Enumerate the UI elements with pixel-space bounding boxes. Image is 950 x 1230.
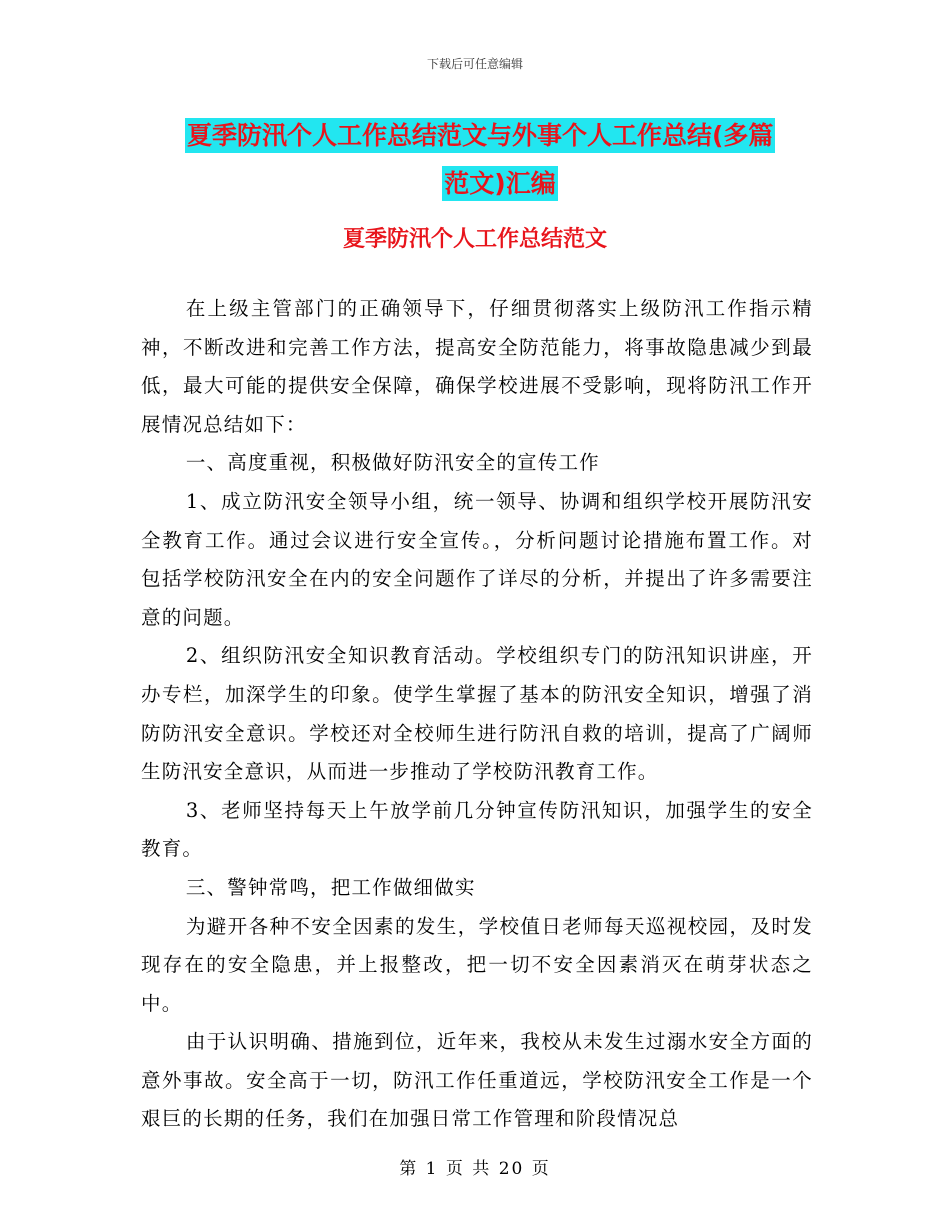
paragraph: 3、老师坚持每天上午放学前几分钟宣传防汛知识，加强学生的安全教育。 <box>141 798 813 861</box>
document-title-line-1: 夏季防汛个人工作总结范文与外事个人工作总结(多篇 <box>185 118 775 153</box>
paragraph: 为避开各种不安全因素的发生，学校值日老师每天巡视校园，及时发现存在的安全隐患，并上报整改，把一切不安全因素消灭在萌芽状态之中。 <box>141 914 813 1015</box>
page-header-note: 下载后可任意编辑 <box>426 57 523 71</box>
document-title-line-2: 范文)汇编 <box>442 166 557 201</box>
paragraph: 2、组织防汛安全知识教育活动。学校组织专门的防汛知识讲座，开办专栏，加深学生的印象。使学生掌握了基本的防汛安全知识，增强了消防防汛安全意识。学校还对全校师生进行防汛自救的培训，提高了广阔师生防汛安全意识，从而进一步推动了学校防汛教育工作。 <box>141 644 813 784</box>
document-body <box>141 290 813 1139</box>
paragraph-heading: 一、高度重视，积极做好防汛安全的宣传工作 <box>185 451 600 475</box>
paragraph: 由于认识明确、措施到位，近年来，我校从未发生过溺水安全方面的意外事故。安全高于一切，防汛工作任重道远，学校防汛安全工作是一个艰巨的长期的任务，我们在加强日常工作管理和阶段情况总 <box>141 1030 813 1131</box>
page-footer: 第 1 页 共 20 页 <box>399 1159 551 1179</box>
section-title: 夏季防汛个人工作总结范文 <box>342 227 607 252</box>
paragraph: 在上级主管部门的正确领导下，仔细贯彻落实上级防汛工作指示精神，不断改进和完善工作方法，提高安全防范能力，将事故隐患减少到最低，最大可能的提供安全保障，确保学校进展不受影响，现将防汛工作开展情况总结如下： <box>141 297 813 436</box>
document-title <box>185 112 815 208</box>
paragraph: 1、成立防汛安全领导小组，统一领导、协调和组织学校开展防汛安全教育工作。通过会议进行安全宣传。，分析问题讨论措施布置工作。对包括学校防汛安全在内的安全问题作了详尽的分析，并提出了许多需要注意的问题。 <box>141 489 813 629</box>
paragraph-heading: 三、警钟常鸣，把工作做细做实 <box>185 875 476 899</box>
